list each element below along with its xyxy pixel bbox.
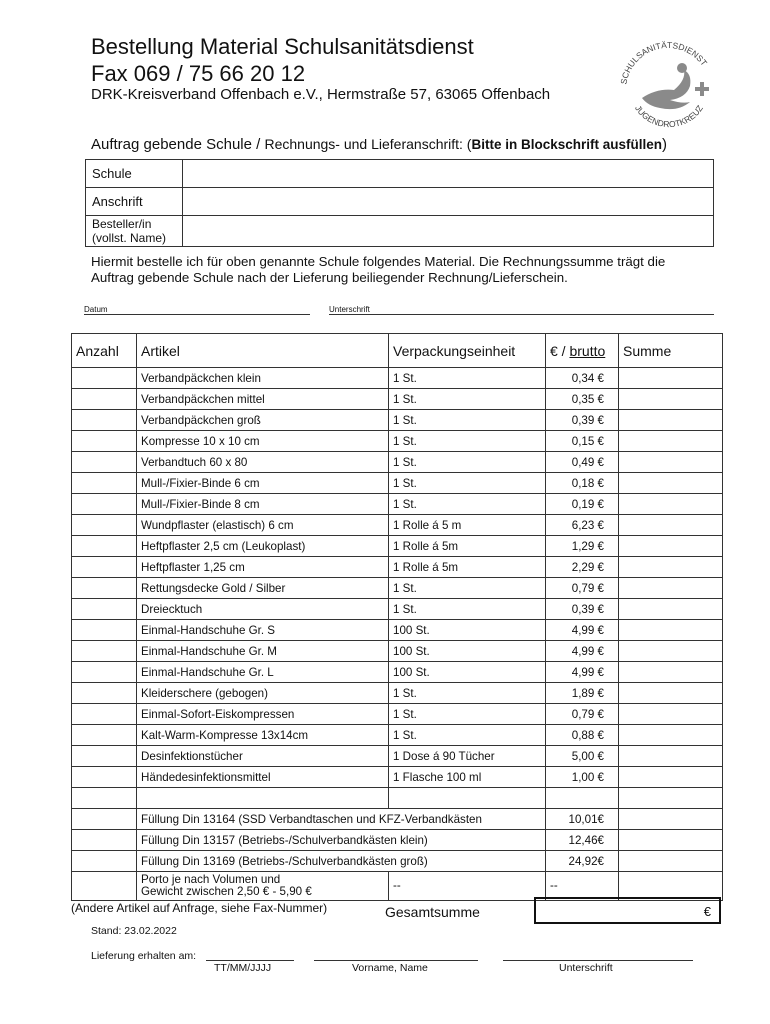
preis-cell: 12,46€: [546, 830, 619, 851]
einheit-cell: 1 St.: [389, 368, 546, 389]
summe-cell[interactable]: [619, 599, 723, 620]
artikel-cell: Verbandpäckchen klein: [137, 368, 389, 389]
anschrift-label: Anschrift: [86, 188, 183, 216]
table-row: [72, 431, 723, 452]
table-row: [72, 515, 723, 536]
schule-label: Schule: [86, 160, 183, 188]
unterschrift-line[interactable]: [329, 314, 714, 315]
preis-cell: --: [546, 872, 619, 901]
summe-cell[interactable]: [619, 410, 723, 431]
besteller-field[interactable]: [183, 216, 714, 247]
preis-cell: 1,29 €: [546, 536, 619, 557]
anzahl-cell[interactable]: [72, 599, 137, 620]
table-row: [72, 683, 723, 704]
preis-cell: 5,00 €: [546, 746, 619, 767]
table-row: [72, 473, 723, 494]
einheit-cell: 1 St.: [389, 473, 546, 494]
summe-cell[interactable]: [619, 620, 723, 641]
summe-cell[interactable]: [619, 788, 723, 809]
stand-date: Stand: 23.02.2022: [91, 925, 177, 937]
auftrag-heading: Auftrag gebende Schule / Rechnungs- und Lieferanschrift: (Bitte in Blockschrift ausfüllen): [91, 136, 667, 153]
artikel-cell: Kompresse 10 x 10 cm: [137, 431, 389, 452]
artikel-cell: Heftpflaster 1,25 cm: [137, 557, 389, 578]
artikel-cell: Porto je nach Volumen und Gewicht zwischen 2,50 € - 5,90 €: [137, 872, 389, 901]
einheit-cell: 1 St.: [389, 389, 546, 410]
summe-cell[interactable]: [619, 536, 723, 557]
einheit-cell: 1 Rolle á 5m: [389, 536, 546, 557]
artikel-cell: Einmal-Handschuhe Gr. M: [137, 641, 389, 662]
preis-cell: 0,79 €: [546, 578, 619, 599]
anzahl-cell[interactable]: [72, 515, 137, 536]
table-row: [72, 641, 723, 662]
preis-cell: 0,18 €: [546, 473, 619, 494]
anzahl-cell[interactable]: [72, 368, 137, 389]
artikel-cell: Einmal-Handschuhe Gr. S: [137, 620, 389, 641]
einheit-cell: --: [389, 872, 546, 901]
preis-cell: 2,29 €: [546, 557, 619, 578]
lieferung-signature-line[interactable]: [503, 960, 693, 961]
einheit-cell: 1 St.: [389, 683, 546, 704]
anzahl-cell[interactable]: [72, 788, 137, 809]
datum-label: Datum: [84, 305, 108, 314]
preis-cell: 0,34 €: [546, 368, 619, 389]
summe-cell[interactable]: [619, 494, 723, 515]
artikel-cell: Einmal-Handschuhe Gr. L: [137, 662, 389, 683]
preis-cell: [546, 788, 619, 809]
summe-cell[interactable]: [619, 809, 723, 830]
anzahl-cell[interactable]: [72, 809, 137, 830]
artikel-cell: Rettungsdecke Gold / Silber: [137, 578, 389, 599]
table-row: [72, 746, 723, 767]
artikel-cell: Händedesinfektionsmittel: [137, 767, 389, 788]
summe-cell[interactable]: [619, 767, 723, 788]
summe-cell[interactable]: [619, 851, 723, 872]
summe-cell[interactable]: [619, 452, 723, 473]
summe-cell[interactable]: [619, 725, 723, 746]
table-row: [72, 599, 723, 620]
table-row: [72, 557, 723, 578]
einheit-cell: 1 St.: [389, 725, 546, 746]
preis-cell: 0,79 €: [546, 704, 619, 725]
anzahl-cell[interactable]: [72, 620, 137, 641]
anzahl-cell[interactable]: [72, 557, 137, 578]
artikel-cell: Füllung Din 13169 (Betriebs-/Schulverbandkästen groß): [137, 851, 546, 872]
artikel-cell: Verbandpäckchen groß: [137, 410, 389, 431]
einheit-cell: 100 St.: [389, 641, 546, 662]
preis-cell: 0,39 €: [546, 599, 619, 620]
einheit-cell: 1 Flasche 100 ml: [389, 767, 546, 788]
artikel-cell: Dreiecktuch: [137, 599, 389, 620]
einheit-cell: 1 Rolle á 5 m: [389, 515, 546, 536]
anzahl-cell[interactable]: [72, 473, 137, 494]
table-row: [72, 662, 723, 683]
preis-cell: 1,89 €: [546, 683, 619, 704]
empty-row: [72, 788, 723, 809]
euro-sign: €: [703, 904, 711, 919]
artikel-cell: Mull-/Fixier-Binde 8 cm: [137, 494, 389, 515]
artikel-cell: Kalt-Warm-Kompresse 13x14cm: [137, 725, 389, 746]
unterschrift-bottom-label: Unterschrift: [559, 962, 613, 974]
datum-line[interactable]: [84, 314, 310, 315]
anzahl-cell[interactable]: [72, 641, 137, 662]
preis-cell: 0,19 €: [546, 494, 619, 515]
artikel-cell: [137, 788, 389, 809]
col-summe: Summe: [619, 334, 723, 368]
preis-cell: 10,01€: [546, 809, 619, 830]
andere-artikel-note: (Andere Artikel auf Anfrage, siehe Fax-Nummer): [71, 901, 328, 915]
einheit-cell: 1 St.: [389, 431, 546, 452]
school-info-table: [85, 159, 714, 247]
artikel-cell: Füllung Din 13157 (Betriebs-/Schulverbandkästen klein): [137, 830, 546, 851]
svg-text:SCHULSANITÄTSDIENST: [618, 40, 709, 85]
table-row: [72, 410, 723, 431]
anzahl-cell[interactable]: [72, 704, 137, 725]
einheit-cell: 1 Dose á 90 Tücher: [389, 746, 546, 767]
anzahl-cell[interactable]: [72, 578, 137, 599]
anzahl-cell[interactable]: [72, 536, 137, 557]
anzahl-cell[interactable]: [72, 452, 137, 473]
table-row: [72, 389, 723, 410]
logo-top-text: SCHULSANITÄTSDIENST: [618, 39, 710, 86]
unterschrift-label: Unterschrift: [329, 305, 370, 314]
summe-cell[interactable]: [619, 431, 723, 452]
logo-bottom-text: JUGENDROTKREUZ: [633, 103, 705, 130]
summe-cell[interactable]: [619, 641, 723, 662]
preis-cell: 0,39 €: [546, 410, 619, 431]
fuellung-row: [72, 851, 723, 872]
preis-cell: 4,99 €: [546, 641, 619, 662]
form-title: Bestellung Material Schulsanitätsdienst: [91, 34, 474, 59]
anzahl-cell[interactable]: [72, 725, 137, 746]
anzahl-cell[interactable]: [72, 767, 137, 788]
table-row: [72, 620, 723, 641]
artikel-cell: Verbandtuch 60 x 80: [137, 452, 389, 473]
anzahl-cell[interactable]: [72, 851, 137, 872]
einheit-cell: [389, 788, 546, 809]
table-row: [72, 536, 723, 557]
table-row: [72, 368, 723, 389]
besteller-label: Besteller/in (vollst. Name): [86, 216, 183, 247]
lieferung-name-line[interactable]: [314, 960, 478, 961]
summe-cell[interactable]: [619, 683, 723, 704]
anzahl-cell[interactable]: [72, 872, 137, 901]
einheit-cell: 1 St.: [389, 704, 546, 725]
preis-cell: 0,49 €: [546, 452, 619, 473]
anzahl-cell[interactable]: [72, 410, 137, 431]
summe-cell[interactable]: [619, 557, 723, 578]
summe-cell[interactable]: [619, 515, 723, 536]
artikel-cell: Desinfektionstücher: [137, 746, 389, 767]
fuellung-row: [72, 830, 723, 851]
einheit-cell: 1 St.: [389, 452, 546, 473]
artikel-cell: Verbandpäckchen mittel: [137, 389, 389, 410]
anzahl-cell[interactable]: [72, 494, 137, 515]
summe-cell[interactable]: [619, 368, 723, 389]
col-anzahl: Anzahl: [72, 334, 137, 368]
summe-cell[interactable]: [619, 578, 723, 599]
einheit-cell: 1 St.: [389, 410, 546, 431]
table-row: [72, 725, 723, 746]
anzahl-cell[interactable]: [72, 662, 137, 683]
einheit-cell: 100 St.: [389, 620, 546, 641]
col-artikel: Artikel: [137, 334, 389, 368]
organization-address: DRK-Kreisverband Offenbach e.V., Hermstraße 57, 63065 Offenbach: [91, 86, 551, 103]
preis-cell: 4,99 €: [546, 662, 619, 683]
artikel-cell: Kleiderschere (gebogen): [137, 683, 389, 704]
anschrift-field[interactable]: [183, 188, 714, 216]
summe-cell[interactable]: [619, 389, 723, 410]
preis-cell: 24,92€: [546, 851, 619, 872]
table-row: [72, 704, 723, 725]
preis-cell: 4,99 €: [546, 620, 619, 641]
table-row: [72, 767, 723, 788]
gesamtsumme-label: Gesamtsumme: [385, 904, 480, 920]
table-row: [72, 578, 723, 599]
lieferung-date-line[interactable]: [206, 960, 294, 961]
order-statement: Hiermit bestelle ich für oben genannte Schule folgendes Material. Die Rechnungssumme trägt die Auftrag gebende Schule nach der Lieferung beiliegender Rechnung/Lieferschein.: [91, 254, 666, 285]
einheit-cell: 1 St.: [389, 578, 546, 599]
preis-cell: 6,23 €: [546, 515, 619, 536]
artikel-cell: Wundpflaster (elastisch) 6 cm: [137, 515, 389, 536]
summe-cell[interactable]: [619, 662, 723, 683]
artikel-cell: Heftpflaster 2,5 cm (Leukoplast): [137, 536, 389, 557]
einheit-cell: 1 Rolle á 5m: [389, 557, 546, 578]
preis-cell: 1,00 €: [546, 767, 619, 788]
article-table: [71, 333, 723, 901]
fax-number: Fax 069 / 75 66 20 12: [91, 61, 306, 86]
artikel-cell: Füllung Din 13164 (SSD Verbandtaschen und KFZ-Verbandkästen: [137, 809, 546, 830]
summe-cell[interactable]: [619, 704, 723, 725]
summe-cell[interactable]: [619, 830, 723, 851]
einheit-cell: 1 St.: [389, 599, 546, 620]
fuellung-row: [72, 809, 723, 830]
anzahl-cell[interactable]: [72, 746, 137, 767]
einheit-cell: 100 St.: [389, 662, 546, 683]
schule-field[interactable]: [183, 160, 714, 188]
artikel-cell: Einmal-Sofort-Eiskompressen: [137, 704, 389, 725]
artikel-cell: Mull-/Fixier-Binde 6 cm: [137, 473, 389, 494]
date-format-label: TT/MM/JJJJ: [214, 962, 272, 974]
anzahl-cell[interactable]: [72, 431, 137, 452]
preis-cell: 0,35 €: [546, 389, 619, 410]
lieferung-label: Lieferung erhalten am:: [91, 950, 197, 962]
gesamtsumme-field[interactable]: [534, 897, 721, 924]
anzahl-cell[interactable]: [72, 683, 137, 704]
table-row: [72, 494, 723, 515]
summe-cell[interactable]: [619, 473, 723, 494]
preis-cell: 0,88 €: [546, 725, 619, 746]
name-label: Vorname, Name: [352, 962, 428, 974]
summe-cell[interactable]: [619, 746, 723, 767]
preis-cell: 0,15 €: [546, 431, 619, 452]
table-row: [72, 452, 723, 473]
anzahl-cell[interactable]: [72, 389, 137, 410]
einheit-cell: 1 St.: [389, 494, 546, 515]
schulsanitaetsdienst-logo: [612, 30, 724, 142]
col-preis: € / brutto: [546, 334, 619, 368]
col-einheit: Verpackungseinheit: [389, 334, 546, 368]
anzahl-cell[interactable]: [72, 830, 137, 851]
